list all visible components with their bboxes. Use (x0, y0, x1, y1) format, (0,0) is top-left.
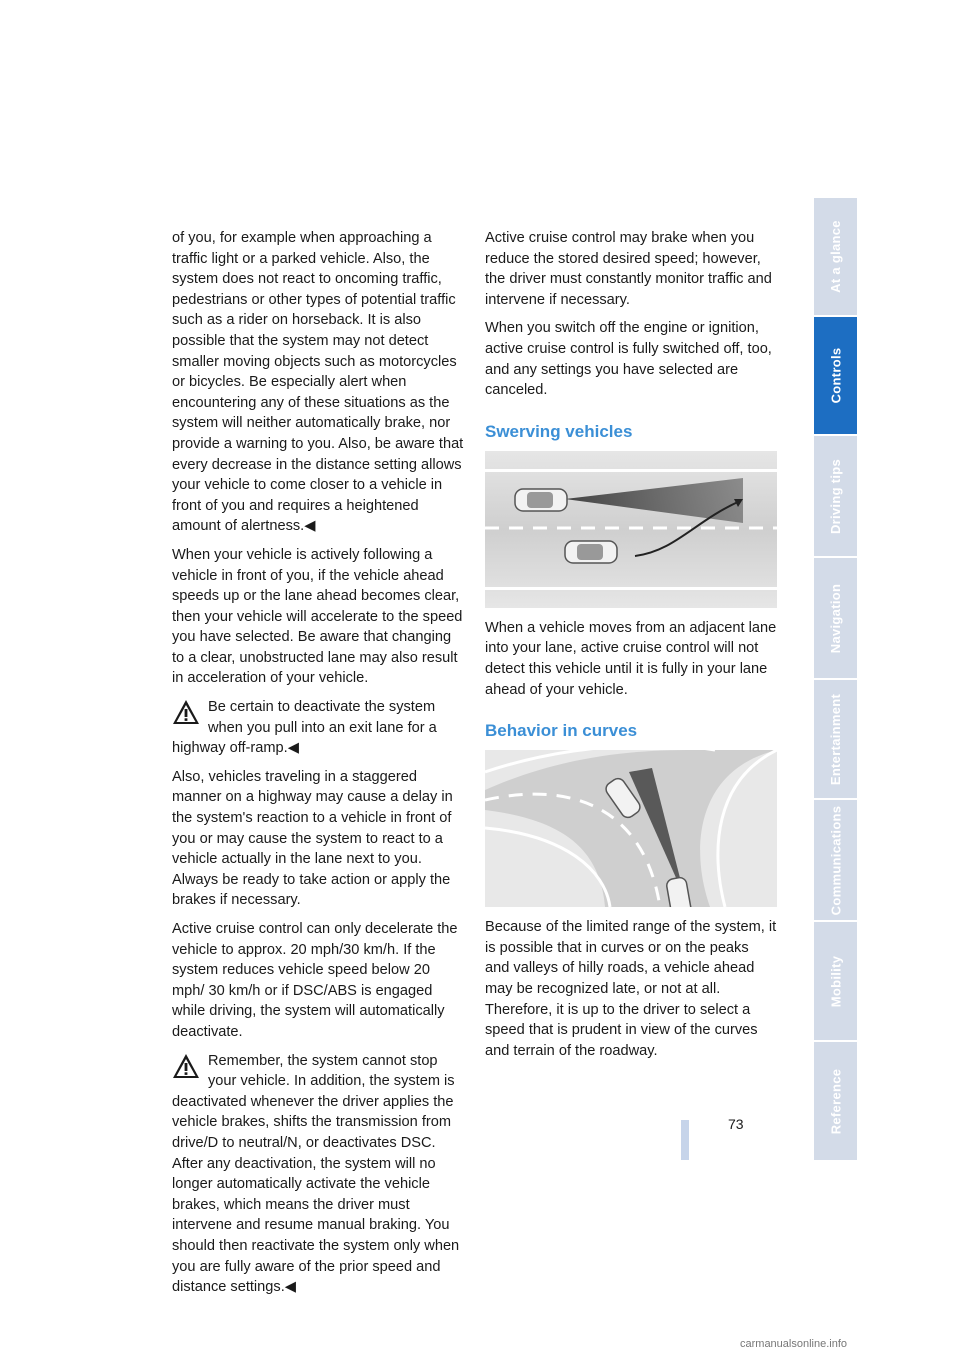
paragraph: When a vehicle moves from an adjacent lane into your lane, active cruise control will not detect this vehicle until it is fully in your lane ahead of your vehicle. (485, 619, 777, 698)
tab-label: Entertainment (828, 693, 843, 785)
tab-mobility[interactable] (814, 922, 857, 1042)
left-column (172, 228, 464, 1306)
tab-label: Reference (828, 1068, 844, 1134)
paragraph: When your vehicle is actively following a vehicle in front of you, if the vehicle ahead speeds up or the lane ahead becomes clear, then your vehicle will accelerate to the speed you have selected. Be aware that changing to a clear, unobstructed lane may also result in acceleration of your vehicle. (172, 546, 463, 687)
warning-note (172, 1051, 464, 1298)
behavior-in-curves-illustration (485, 750, 777, 907)
tab-controls[interactable] (814, 317, 857, 436)
car-icon (565, 541, 617, 563)
swerving-vehicles-illustration (485, 451, 777, 608)
warning-text: Remember, the system cannot stop your vehicle. In addition, the system is deactivated whenever the driver applies the vehicle brakes, shifts the transmission from drive/D to neutral/N, or deactivates DSC. After any deactivation, the system will no longer automatically activate the vehicle brakes, which means the driver must intervene and resume manual braking. You should then reactivate the system only when you are fully aware of the prior speed and distance settings.◀ (172, 1052, 460, 1296)
right-column (485, 228, 777, 1069)
warning-note (172, 697, 464, 759)
tab-label: At a glance (828, 220, 843, 293)
warning-triangle-icon (172, 699, 200, 725)
chapter-tabs (814, 198, 857, 1160)
paragraph: Also, vehicles traveling in a staggered manner on a highway may cause a delay in the system's reaction to a vehicle in front of you or may cause the system to react to a vehicle actually in the lane next to you. Always be ready to take action or apply the brakes if necessary. (172, 768, 453, 909)
footer-watermark: carmanualsonline.info (740, 1338, 848, 1350)
tab-at-a-glance[interactable] (814, 198, 857, 317)
car-icon (515, 489, 567, 511)
paragraph: of you, for example when approaching a traffic light or a parked vehicle. Also, the system does not react to oncoming traffic, pedestrians or other types of potential traffic such as a rider on horseback. It is also possible that the system may not detect smaller moving objects such as motorcycles or bicycles. Be especially alert when encountering any of these situations as the system will neither automatically brake, nor provide a warning to you. Also, be aware that every decrease in the distance setting allows your vehicle to come closer to a vehicle in front of you and requires a heightened amount of alertness.◀ (172, 230, 464, 535)
tab-label: Driving tips (828, 458, 844, 534)
page-marker (681, 1120, 689, 1160)
section-heading: Swerving vehicles (485, 421, 633, 441)
tab-communications[interactable] (814, 800, 857, 922)
paragraph: Active cruise control can only decelerate the vehicle to approx. 20 mph/30 km/h. If the system reduces vehicle speed below 20 mph/ 30 km/h or if DSC/ABS is engaged while driving, the system will automatically deactivate. (172, 921, 458, 1040)
tab-label: Navigation (828, 583, 843, 653)
section-heading: Behavior in curves (485, 721, 638, 741)
tab-navigation[interactable] (814, 558, 857, 680)
warning-triangle-icon (172, 1053, 200, 1079)
paragraph: When you switch off the engine or ignition, active cruise control is fully switched off, too, and any settings you have selected are canceled. (485, 320, 772, 399)
tab-label: Mobility (828, 955, 844, 1007)
paragraph: Active cruise control may brake when you reduce the stored desired speed; however, the driver must constantly monitor traffic and intervene if necessary. (485, 230, 772, 308)
tab-label: Communications (828, 805, 843, 915)
tab-reference[interactable] (814, 1042, 857, 1162)
tab-label: Controls (828, 347, 843, 404)
page-number: 73 (728, 1116, 744, 1132)
tab-driving-tips[interactable] (814, 436, 857, 558)
tab-entertainment[interactable] (814, 680, 857, 800)
warning-text: Be certain to deactivate the system when you pull into an exit lane for a highway off-ramp.◀ (172, 699, 437, 757)
paragraph: Because of the limited range of the system, it is possible that in curves or on the peaks and valleys of hilly roads, a vehicle ahead may be recognized late, or not at all. Therefore, it is up to the driver to select a speed that is prudent in view of the curves and terrain of the roadway. (485, 919, 777, 1059)
